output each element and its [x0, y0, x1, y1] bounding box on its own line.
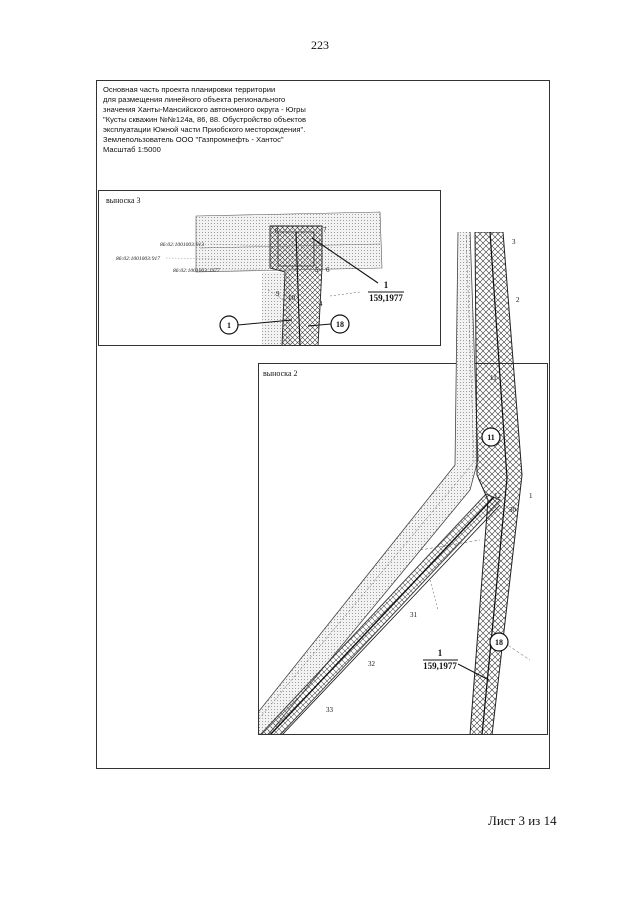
title-line: для размещения линейного объекта регионального: [103, 95, 286, 104]
title-line: значения Ханты-Мансийского автономного округа - Югры: [103, 105, 306, 114]
point-label: 12: [494, 492, 501, 500]
cadastral-label: 86:02:1001003:917: [116, 256, 160, 262]
point-label: 2: [516, 296, 520, 304]
fraction-denominator: 159,1977: [423, 661, 457, 671]
scale-line: Масштаб 1:5000: [103, 145, 161, 154]
title-line: эксплуатации Южной части Приобского месторождения".: [103, 125, 306, 134]
inset3-label: выноска 3: [106, 196, 141, 205]
point-label: 33: [326, 706, 333, 714]
fraction-numerator: 1: [437, 648, 443, 658]
inset2-label: выноска 2: [263, 369, 298, 378]
sheet-footer: Лист 3 из 14: [488, 813, 557, 828]
page-number: 223: [311, 38, 329, 52]
cadastral-label: 86:02:1001003:1977: [173, 268, 220, 274]
point-label: 3: [512, 238, 516, 246]
fraction-numerator: 1: [383, 280, 389, 290]
point-label: 7: [323, 226, 327, 234]
point-label: 31: [410, 611, 417, 619]
point-label: 9: [276, 290, 280, 298]
land-user-line: Землепользователь ООО "Газпромнефть - Хантос": [103, 135, 284, 144]
point-label: 5: [315, 266, 319, 274]
cadastral-label: 86:02:1001003:913: [160, 242, 204, 248]
title-line: "Кусты скважин №№124а, 86, 88. Обустройство объектов: [103, 115, 306, 124]
circle-marker-label: 1: [227, 321, 231, 330]
point-label: 6: [326, 266, 330, 274]
point-label: 4: [319, 300, 323, 308]
point-label: 11: [490, 374, 497, 382]
point-label: 10: [288, 294, 295, 302]
circle-marker-label: 18: [336, 320, 344, 329]
circle-marker-label: 18: [495, 638, 503, 647]
title-line: Основная часть проекта планировки территории: [103, 85, 276, 94]
point-label: 30: [509, 506, 516, 514]
fraction-denominator: 159,1977: [369, 293, 403, 303]
point-label: 1: [529, 492, 533, 500]
circle-marker-label: 11: [487, 433, 495, 442]
point-label: 8: [275, 227, 279, 235]
point-label: 32: [368, 660, 375, 668]
